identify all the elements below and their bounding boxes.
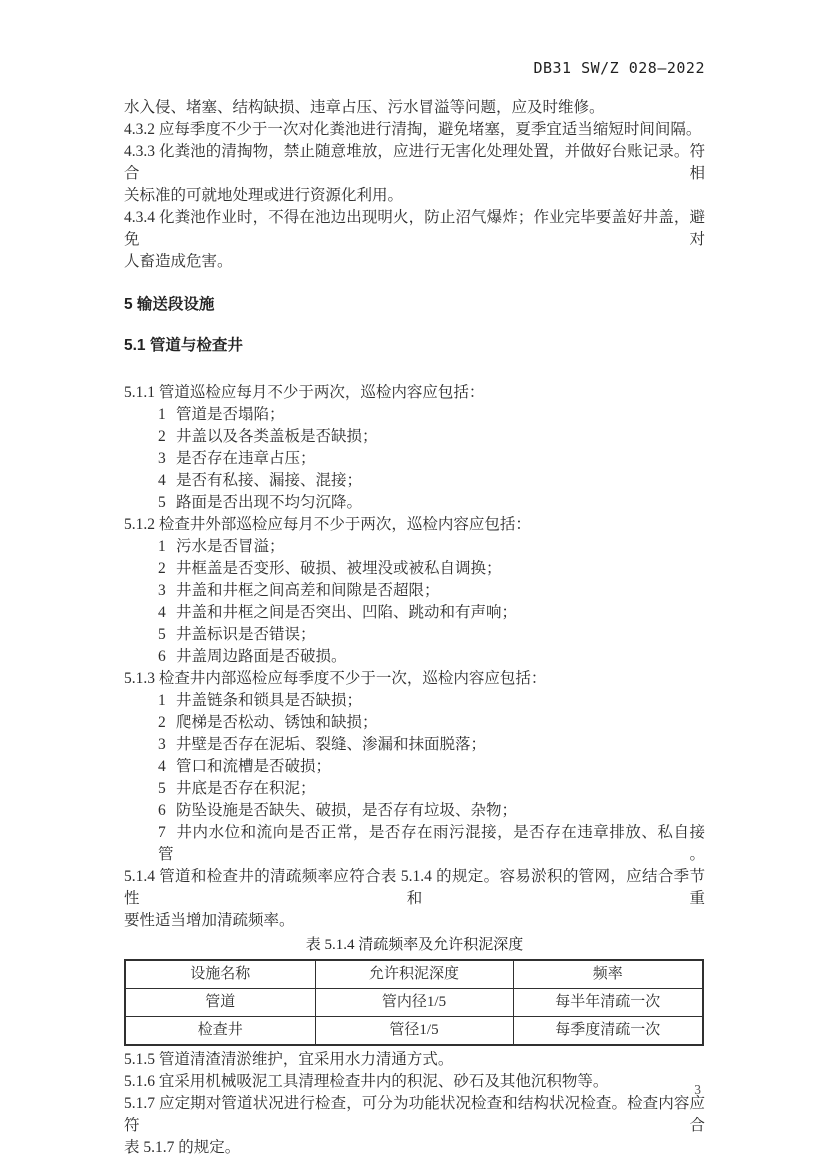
table-header-cell: 频率 (513, 960, 703, 989)
table-row (125, 989, 703, 1017)
list-item-text: 管道是否塌陷； (176, 406, 285, 423)
list-item (124, 734, 705, 756)
text-line: 要性适当增加清疏频率。 (124, 912, 295, 929)
text-line: 5.1.4 管道和检查井的清疏频率应符合表 5.1.4 的规定。容易淤积的管网，应结合季节性和重 (124, 868, 705, 907)
table-caption: 表 5.1.4 清疏频率及允许积泥深度 (305, 937, 524, 953)
list-item-number: 4 (158, 604, 166, 621)
list-item-text: 井盖和井框之间是否突出、凹陷、跳动和有声响； (176, 604, 518, 621)
text-line: 5.1.1 管道巡检应每月不少于两次，巡检内容应包括： (124, 384, 485, 401)
list-item (124, 690, 705, 712)
list-item-number: 3 (158, 582, 166, 599)
text-line: 水入侵、堵塞、结构缺损、违章占压、污水冒溢等问题，应及时维修。 (124, 99, 605, 116)
text-line: 5.1.2 检查井外部巡检应每月不少于两次，巡检内容应包括： (124, 516, 531, 533)
text-line: 5.1.5 管道清渣清淤维护，宜采用水力清通方式。 (124, 1051, 454, 1068)
list-item (124, 492, 705, 514)
list-item-number: 5 (158, 780, 166, 797)
list-item (124, 778, 705, 800)
list-item (124, 404, 705, 426)
text-line: 表 5.1.7 的规定。 (124, 1139, 241, 1156)
page-number: 3 (694, 1082, 701, 1097)
list-item-number: 2 (158, 428, 166, 445)
list-item-text: 路面是否出现不均匀沉降。 (176, 494, 363, 511)
text-line: 4.3.3 化粪池的清掏物，禁止随意堆放，应进行无害化处理处置，并做好台账记录。符合相 (124, 143, 705, 182)
list-item-text: 管口和流槽是否破损； (176, 758, 332, 775)
list-item-text: 防坠设施是否缺失、破损，是否存有垃圾、杂物； (176, 802, 518, 819)
list-item-text: 污水是否冒溢； (176, 538, 285, 555)
list-item (124, 800, 705, 822)
list-item-text: 井盖链条和锁具是否缺损； (176, 692, 363, 709)
list-item (124, 646, 705, 668)
table-cell: 管径1/5 (315, 1017, 513, 1046)
list-item-number: 5 (158, 494, 166, 511)
list-item-text: 井框盖是否变形、破损、被埋没或被私自调换； (176, 560, 502, 577)
list-item-number: 3 (158, 450, 166, 467)
list-item-number: 1 (158, 538, 166, 555)
text-line: 5.1.3 检查井内部巡检应每季度不少于一次，巡检内容应包括： (124, 670, 547, 687)
list-item-number: 6 (158, 802, 166, 819)
text-line: 4.3.4 化粪池作业时，不得在池边出现明火，防止沼气爆炸；作业完毕要盖好井盖，避免对 (124, 209, 705, 248)
table-cell: 检查井 (125, 1017, 315, 1046)
list-item-text: 井底是否存在积泥； (176, 780, 316, 797)
subsection-heading: 5.1 管道与检查井 (124, 337, 243, 354)
text-line: 人畜造成危害。 (124, 253, 233, 270)
list-item-text: 是否有私接、漏接、混接； (176, 472, 363, 489)
table-cell: 每半年清疏一次 (513, 989, 703, 1017)
list-item-text: 井盖以及各类盖板是否缺损； (176, 428, 378, 445)
list-item-text: 井壁是否存在泥垢、裂缝、渗漏和抹面脱落； (176, 736, 487, 753)
list-item-text: 爬梯是否松动、锈蚀和缺损； (176, 714, 378, 731)
document-body (124, 97, 705, 1159)
list-item-text: 井盖和井框之间高差和间隙是否超限； (176, 582, 440, 599)
list-item (124, 624, 705, 646)
list-item (124, 558, 705, 580)
list-item (124, 712, 705, 734)
list-item (124, 756, 705, 778)
list-item (124, 426, 705, 448)
frequency-table (124, 959, 704, 1046)
list-item-number: 5 (158, 626, 166, 643)
table-cell: 管内径1/5 (315, 989, 513, 1017)
list-item-text: 井内水位和流向是否正常，是否存在雨污混接，是否存在违章排放、私自接管。 (158, 824, 705, 863)
list-item-number: 1 (158, 406, 166, 423)
text-line: 5.1.6 宜采用机械吸泥工具清理检查井内的积泥、砂石及其他沉积物等。 (124, 1073, 609, 1090)
table-header-cell: 允许积泥深度 (315, 960, 513, 989)
list-item (124, 470, 705, 492)
text-line: 5.1.7 应定期对管道状况进行检查，可分为功能状况检查和结构状况检查。检查内容应符合 (124, 1095, 705, 1134)
list-item-number: 3 (158, 736, 166, 753)
list-item-text: 是否存在违章占压； (176, 450, 316, 467)
list-item (124, 448, 705, 470)
doc-code-header: DB31 SW/Z 028—2022 (533, 59, 705, 77)
list-item-text: 井盖标识是否错误； (176, 626, 316, 643)
list-item-number: 2 (158, 714, 166, 731)
list-item-number: 4 (158, 472, 166, 489)
list-item-number: 6 (158, 648, 166, 665)
section-heading: 5 输送段设施 (124, 296, 215, 313)
table-row (125, 1017, 703, 1046)
list-item (124, 822, 705, 866)
text-line: 4.3.2 应每季度不少于一次对化粪池进行清掏，避免堵塞，夏季宜适当缩短时间间隔。 (124, 121, 702, 138)
table-cell: 管道 (125, 989, 315, 1017)
list-item-text: 井盖周边路面是否破损。 (176, 648, 347, 665)
list-item (124, 602, 705, 624)
list-item-number: 7 (158, 824, 166, 841)
text-line: 关标准的可就地处理或进行资源化利用。 (124, 187, 404, 204)
list-item-number: 1 (158, 692, 166, 709)
table-header-row (125, 960, 703, 989)
list-item-number: 4 (158, 758, 166, 775)
table-cell: 每季度清疏一次 (513, 1017, 703, 1046)
table-header-cell: 设施名称 (125, 960, 315, 989)
list-item-number: 2 (158, 560, 166, 577)
list-item (124, 580, 705, 602)
list-item (124, 536, 705, 558)
